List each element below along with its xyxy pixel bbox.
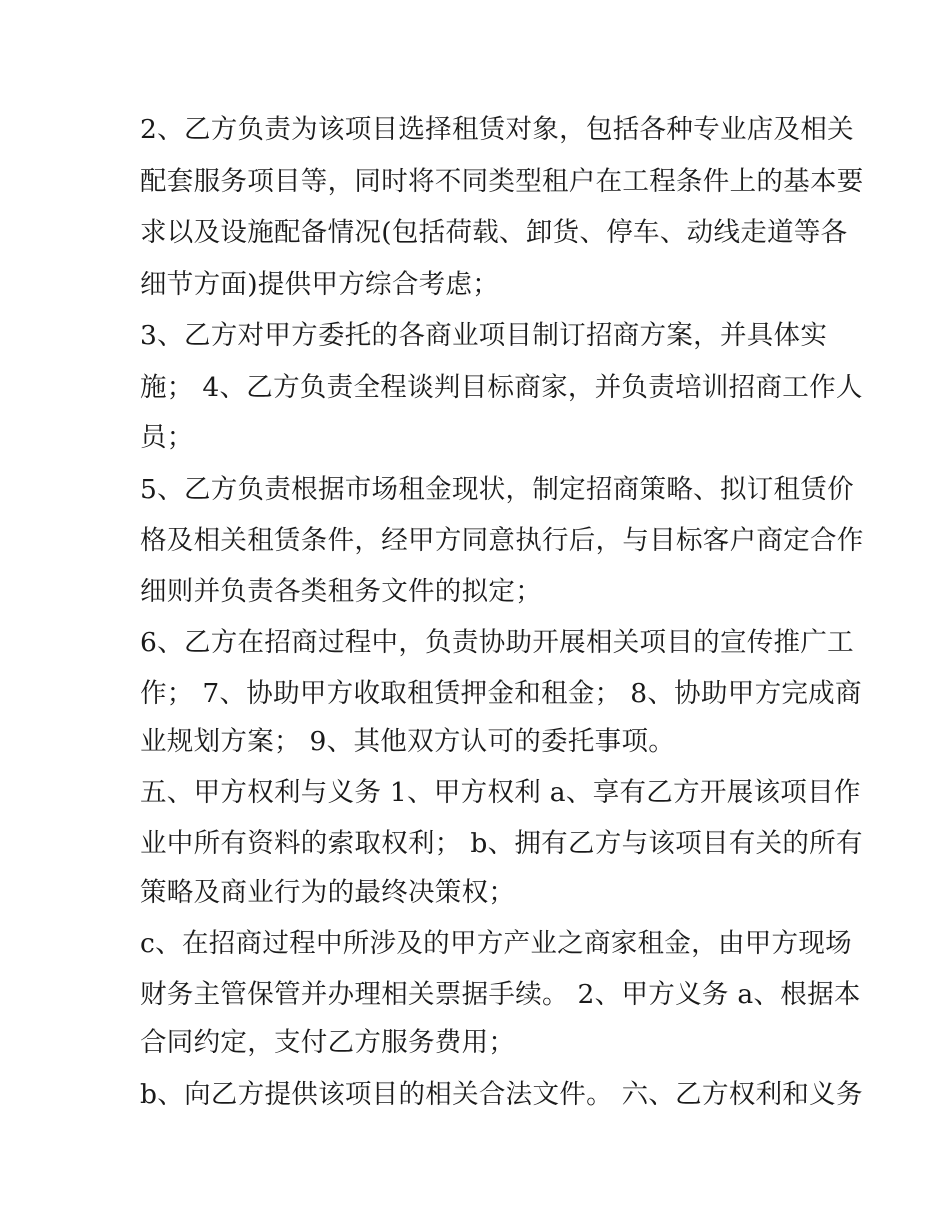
text-line: b、向乙方提供该项目的相关合法文件。 六、乙方权利和义务 — [140, 1079, 863, 1110]
text-line: 5、乙方负责根据市场租金现状，制定招商策略、拟订租赁价 — [140, 474, 854, 505]
text-line: 业中所有资料的索取权利； b、拥有乙方与该项目有关的所有 — [140, 828, 863, 859]
text-line: 施； 4、乙方负责全程谈判目标商家，并负责培训招商工作人 — [140, 372, 863, 403]
text-line: 员； — [140, 422, 194, 453]
text-line: 业规划方案； 9、其他双方认可的委托事项。 — [140, 726, 676, 757]
text-line: 财务主管保管并办理相关票据手续。 2、甲方义务 a、根据本 — [140, 979, 861, 1010]
text-line: 配套服务项目等，同时将不同类型租户在工程条件上的基本要 — [140, 166, 864, 197]
text-line: 作； 7、协助甲方收取租赁押金和租金； 8、协助甲方完成商 — [140, 678, 862, 709]
text-line: 细则并负责各类租务文件的拟定； — [140, 576, 542, 607]
text-line: 3、乙方对甲方委托的各商业项目制订招商方案，并具体实 — [140, 320, 828, 351]
text-line: 6、乙方在招商过程中，负责协助开展相关项目的宣传推广工 — [140, 627, 854, 658]
text-line: 求以及设施配备情况(包括荷载、卸货、停车、动线走道等各 — [140, 217, 848, 248]
text-line: 格及相关租赁条件，经甲方同意执行后，与目标客户商定合作 — [140, 525, 864, 556]
text-line: 2、乙方负责为该项目选择租赁对象，包括各种专业店及相关 — [140, 114, 854, 145]
text-line: 五、甲方权利与义务 1、甲方权利 a、享有乙方开展该项目作 — [140, 777, 861, 808]
text-line: 策略及商业行为的最终决策权； — [140, 877, 516, 908]
text-line: 细节方面)提供甲方综合考虑； — [140, 269, 500, 300]
text-line: c、在招商过程中所涉及的甲方产业之商家租金，由甲方现场 — [140, 928, 852, 959]
text-line: 合同约定，支付乙方服务费用； — [140, 1027, 516, 1058]
